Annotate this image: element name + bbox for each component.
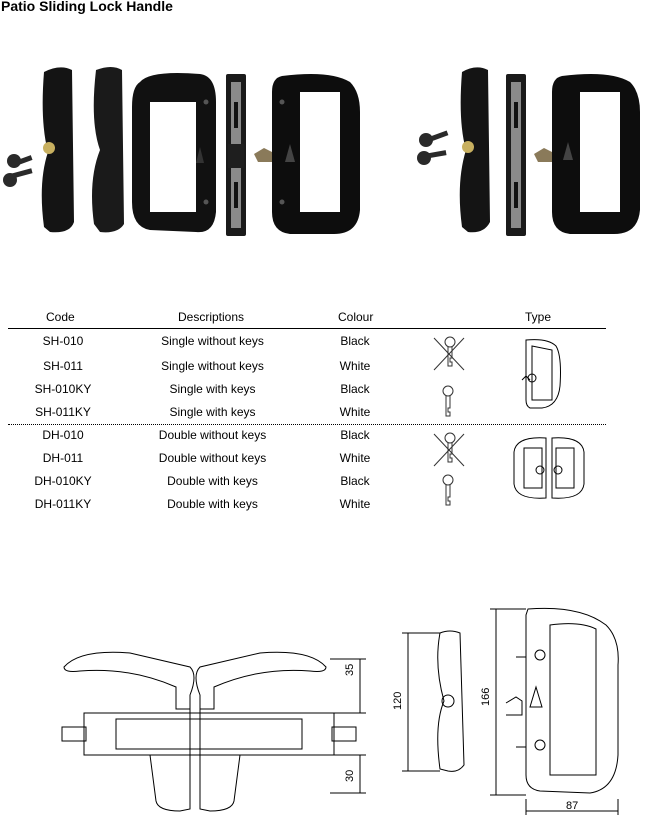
lever-left bbox=[64, 652, 194, 709]
latch-hook bbox=[534, 148, 552, 162]
description-cell: Double with keys bbox=[167, 474, 258, 488]
description-cell: Double without keys bbox=[158, 451, 267, 465]
description-cell: Single with keys bbox=[169, 405, 256, 419]
description-cell: Double without keys bbox=[158, 428, 267, 442]
group-divider bbox=[8, 424, 606, 425]
colour-cell: White bbox=[339, 451, 371, 465]
double-type-icon bbox=[508, 432, 590, 504]
colour-cell: White bbox=[339, 497, 371, 511]
description-cell: Double with keys bbox=[167, 497, 258, 511]
description-cell: Single with keys bbox=[169, 382, 256, 396]
code-cell: SH-011 bbox=[43, 359, 83, 373]
key-icon bbox=[436, 384, 460, 420]
code-cell: DH-010 bbox=[42, 428, 84, 442]
cylinder-lock bbox=[43, 142, 55, 154]
keys-image bbox=[417, 130, 448, 165]
colour-cell: Black bbox=[340, 334, 370, 348]
inside-d-handle-left bbox=[132, 73, 216, 232]
code-cell: DH-011KY bbox=[34, 497, 92, 511]
code-cell: DH-011 bbox=[42, 451, 84, 465]
dim-handle-height: 166 bbox=[480, 687, 492, 706]
outside-handle-middle bbox=[92, 67, 124, 232]
key-icon bbox=[436, 473, 460, 509]
header-descriptions: Descriptions bbox=[178, 310, 245, 324]
page-title: Patio Sliding Lock Handle bbox=[1, 0, 173, 14]
header-type: Type bbox=[525, 310, 552, 324]
colour-cell: Black bbox=[340, 382, 370, 396]
colour-cell: White bbox=[339, 405, 371, 419]
keys-image bbox=[3, 154, 33, 187]
colour-cell: Black bbox=[340, 474, 370, 488]
single-type-icon bbox=[518, 336, 566, 412]
cylinder-lock bbox=[462, 141, 474, 153]
colour-cell: White bbox=[339, 359, 371, 373]
description-cell: Single without keys bbox=[161, 359, 264, 373]
lever-right bbox=[196, 652, 326, 709]
technical-drawing bbox=[50, 605, 630, 817]
header-rule bbox=[8, 328, 606, 329]
colour-cell: Black bbox=[340, 428, 370, 442]
header-colour: Colour bbox=[338, 310, 374, 324]
header-code: Code bbox=[46, 310, 75, 324]
code-cell: SH-011KY bbox=[35, 405, 91, 419]
double-handle-photo bbox=[0, 62, 370, 242]
inside-d-handle-right bbox=[272, 74, 360, 234]
code-cell: DH-010KY bbox=[34, 474, 92, 488]
code-cell: SH-010KY bbox=[34, 382, 92, 396]
description-cell: Single without keys bbox=[161, 334, 264, 348]
latch-hook bbox=[254, 148, 272, 162]
dim-lever-top: 35 bbox=[344, 663, 356, 676]
dim-body-height: 120 bbox=[392, 691, 404, 710]
code-cell: SH-010 bbox=[42, 334, 84, 348]
no-key-icon bbox=[428, 334, 468, 374]
dim-lever-bottom: 30 bbox=[344, 769, 356, 782]
dim-handle-width: 87 bbox=[566, 800, 579, 812]
no-key-icon bbox=[428, 430, 468, 470]
single-handle-photo bbox=[410, 62, 648, 242]
